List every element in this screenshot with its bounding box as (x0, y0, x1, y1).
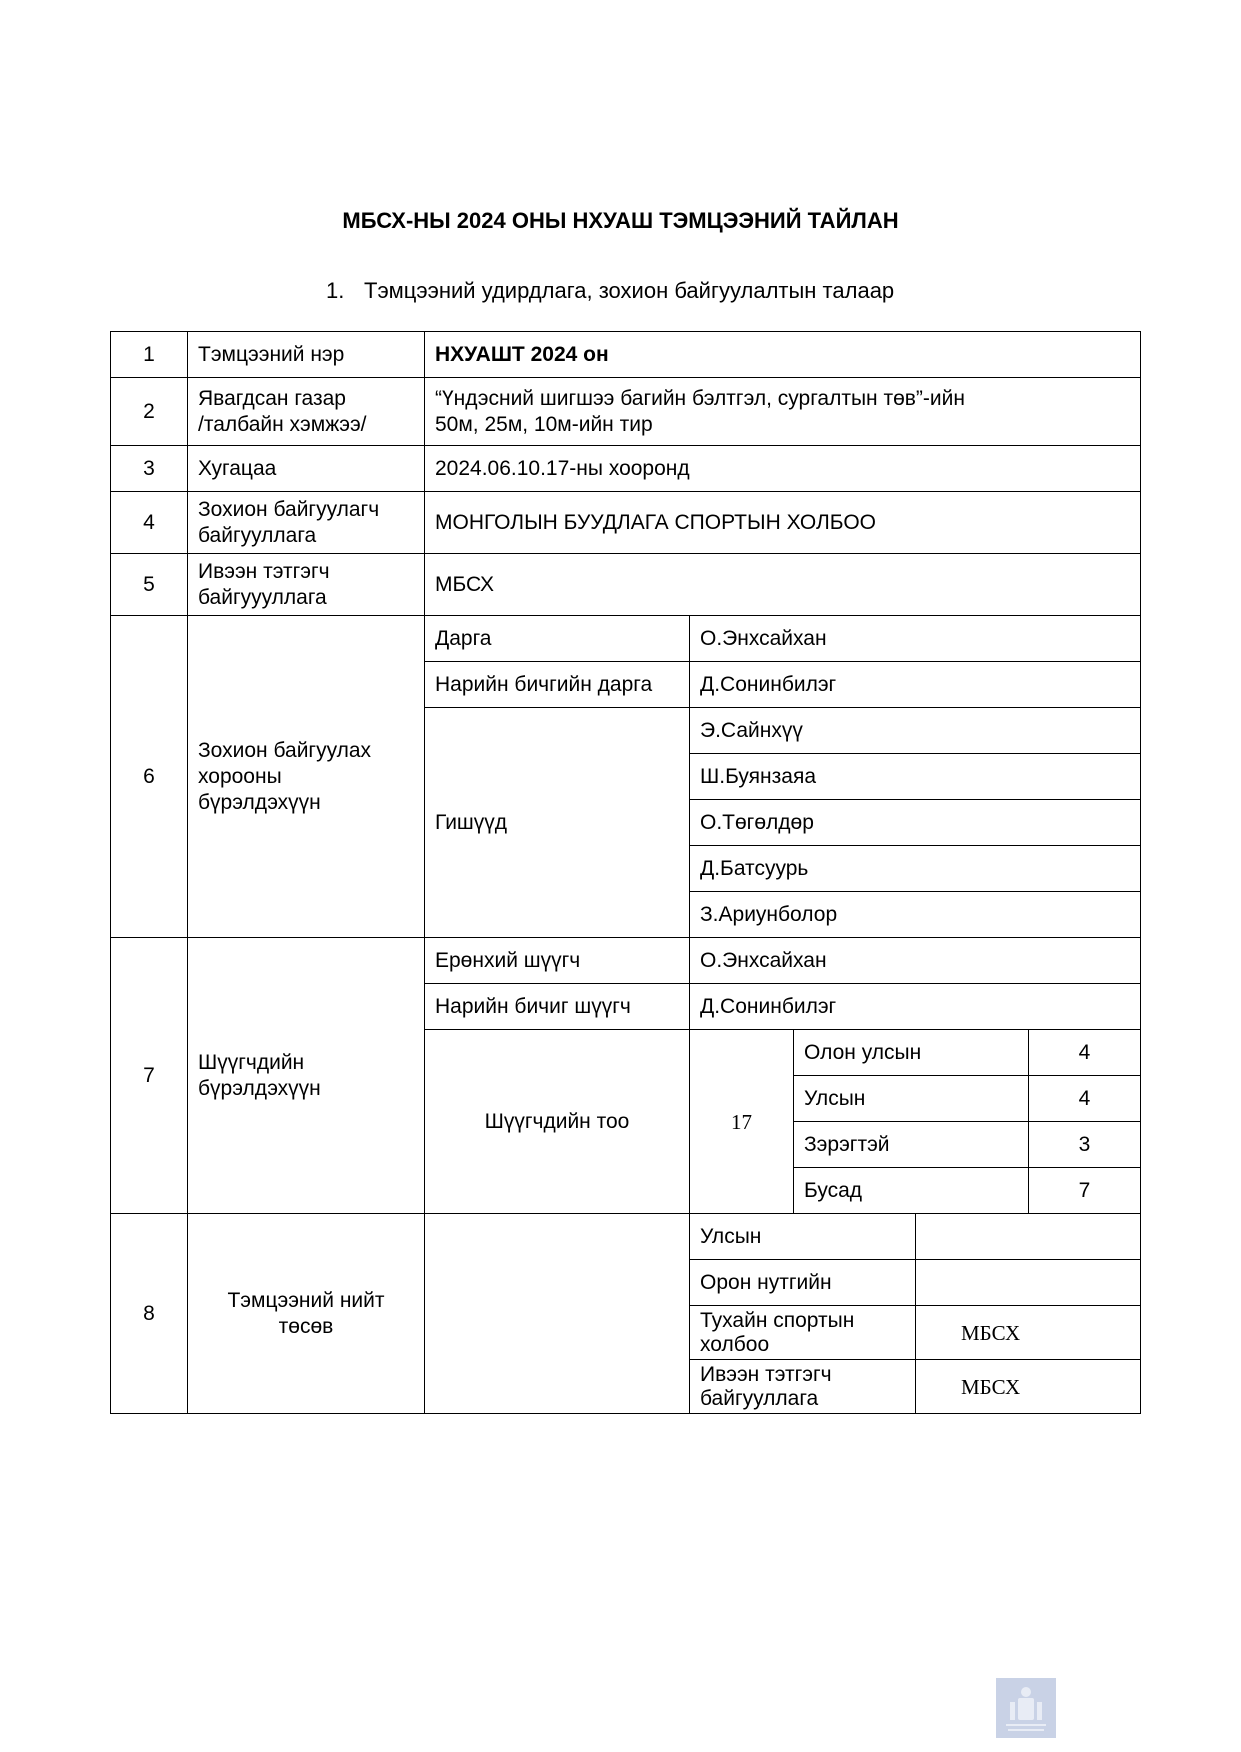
competition-name: НХУАШТ 2024 он (425, 332, 1141, 378)
row-label: Хугацаа (188, 446, 425, 492)
referee-count-label: Шүүгчдийн тоо (425, 1030, 690, 1214)
budget-source: Улсын (690, 1214, 916, 1260)
venue-line: 50м, 25м, 10м-ийн тир (435, 412, 653, 436)
row-number: 2 (111, 378, 188, 446)
row-label: Тэмцээний нэр (188, 332, 425, 378)
report-table (110, 331, 1141, 1414)
venue-value (425, 378, 1141, 446)
section-number: 1. (326, 278, 345, 303)
section-heading-text: Тэмцээний удирдлага, зохион байгуулалтын талаар (364, 278, 895, 303)
referee-category-count: 3 (1029, 1122, 1141, 1168)
committee-member: О.Төгөлдөр (690, 800, 1141, 846)
row-label-line: Зохион байгуулах (198, 738, 372, 762)
committee-role: Гишүүд (425, 708, 690, 938)
budget-source-line: Ивээн тэтгэгч (700, 1362, 832, 1386)
row-label (188, 1214, 425, 1414)
section-heading (326, 278, 894, 304)
table-row (111, 446, 1141, 492)
table-row (111, 938, 1141, 984)
budget-source-value (916, 1214, 1141, 1260)
duration-value: 2024.06.10.17-ны хооронд (425, 446, 1141, 492)
referee-category-count: 4 (1029, 1030, 1141, 1076)
committee-person: Д.Сонинбилэг (690, 662, 1141, 708)
row-label-line: Шүүгчдийн (198, 1050, 305, 1074)
row-label (188, 938, 425, 1214)
referee-person: О.Энхсайхан (690, 938, 1141, 984)
row-label (188, 492, 425, 554)
budget-source-value: МБСХ (916, 1360, 1141, 1414)
budget-source-line: холбоо (700, 1332, 770, 1356)
row-label-line: Тэмцээний нийт (227, 1288, 385, 1312)
budget-source-value (916, 1260, 1141, 1306)
row-label-line: байгуууллага (198, 585, 327, 609)
row-label-line: хорооны (198, 764, 282, 788)
row-number: 8 (111, 1214, 188, 1414)
referee-category-count: 7 (1029, 1168, 1141, 1214)
budget-source: Орон нутгийн (690, 1260, 916, 1306)
document-title: МБСХ-НЫ 2024 ОНЫ НХУАШ ТЭМЦЭЭНИЙ ТАЙЛАН (342, 208, 899, 233)
row-label (188, 616, 425, 938)
row-label (188, 378, 425, 446)
row-number: 3 (111, 446, 188, 492)
row-number: 4 (111, 492, 188, 554)
committee-member: Д.Батсуурь (690, 846, 1141, 892)
committee-person: О.Энхсайхан (690, 616, 1141, 662)
committee-role: Нарийн бичгийн дарга (425, 662, 690, 708)
committee-member: Ш.Буянзаяа (690, 754, 1141, 800)
row-label-line: Явагдсан газар (198, 386, 346, 410)
table-row (111, 1214, 1141, 1260)
committee-member: Э.Сайнхүү (690, 708, 1141, 754)
budget-source (690, 1306, 916, 1360)
row-label-line: бүрэлдэхүүн (198, 1076, 321, 1100)
committee-member: З.Ариунболор (690, 892, 1141, 938)
referee-person: Д.Сонинбилэг (690, 984, 1141, 1030)
row-number: 6 (111, 616, 188, 938)
row-number: 7 (111, 938, 188, 1214)
referee-role: Ерөнхий шүүгч (425, 938, 690, 984)
table-row (111, 332, 1141, 378)
venue-line: “Үндэсний шигшээ багийн бэлтгэл, сургалтын төв”-ийн (435, 386, 965, 410)
table-row (111, 554, 1141, 616)
budget-source-line: байгууллага (700, 1386, 819, 1410)
sponsor-value: МБСХ (425, 554, 1141, 616)
budget-source-line: Тухайн спортын (700, 1308, 855, 1332)
row-number: 1 (111, 332, 188, 378)
budget-total-value (425, 1214, 690, 1414)
referee-category: Бусад (794, 1168, 1029, 1214)
row-label-line: төсөв (278, 1314, 334, 1338)
row-label-line: байгууллага (198, 523, 317, 547)
row-label-line: бүрэлдэхүүн (198, 790, 321, 814)
row-label-line: Зохион байгуулагч (198, 497, 380, 521)
referee-category-count: 4 (1029, 1076, 1141, 1122)
row-label-line: Ивээн тэтгэгч (198, 559, 330, 583)
referee-role: Нарийн бичиг шүүгч (425, 984, 690, 1030)
table-row (111, 616, 1141, 662)
state-emblem-stamp-icon (996, 1678, 1056, 1738)
row-number: 5 (111, 554, 188, 616)
referee-category: Зэрэгтэй (794, 1122, 1029, 1168)
table-row (111, 378, 1141, 446)
referee-category: Олон улсын (794, 1030, 1029, 1076)
committee-role: Дарга (425, 616, 690, 662)
table-row (111, 492, 1141, 554)
row-label (188, 554, 425, 616)
budget-source-value: МБСХ (916, 1306, 1141, 1360)
referee-count-total: 17 (690, 1030, 794, 1214)
referee-category: Улсын (794, 1076, 1029, 1122)
budget-source (690, 1360, 916, 1414)
organizer-value: МОНГОЛЫН БУУДЛАГА СПОРТЫН ХОЛБОО (425, 492, 1141, 554)
row-label-line: /талбайн хэмжээ/ (198, 412, 367, 436)
